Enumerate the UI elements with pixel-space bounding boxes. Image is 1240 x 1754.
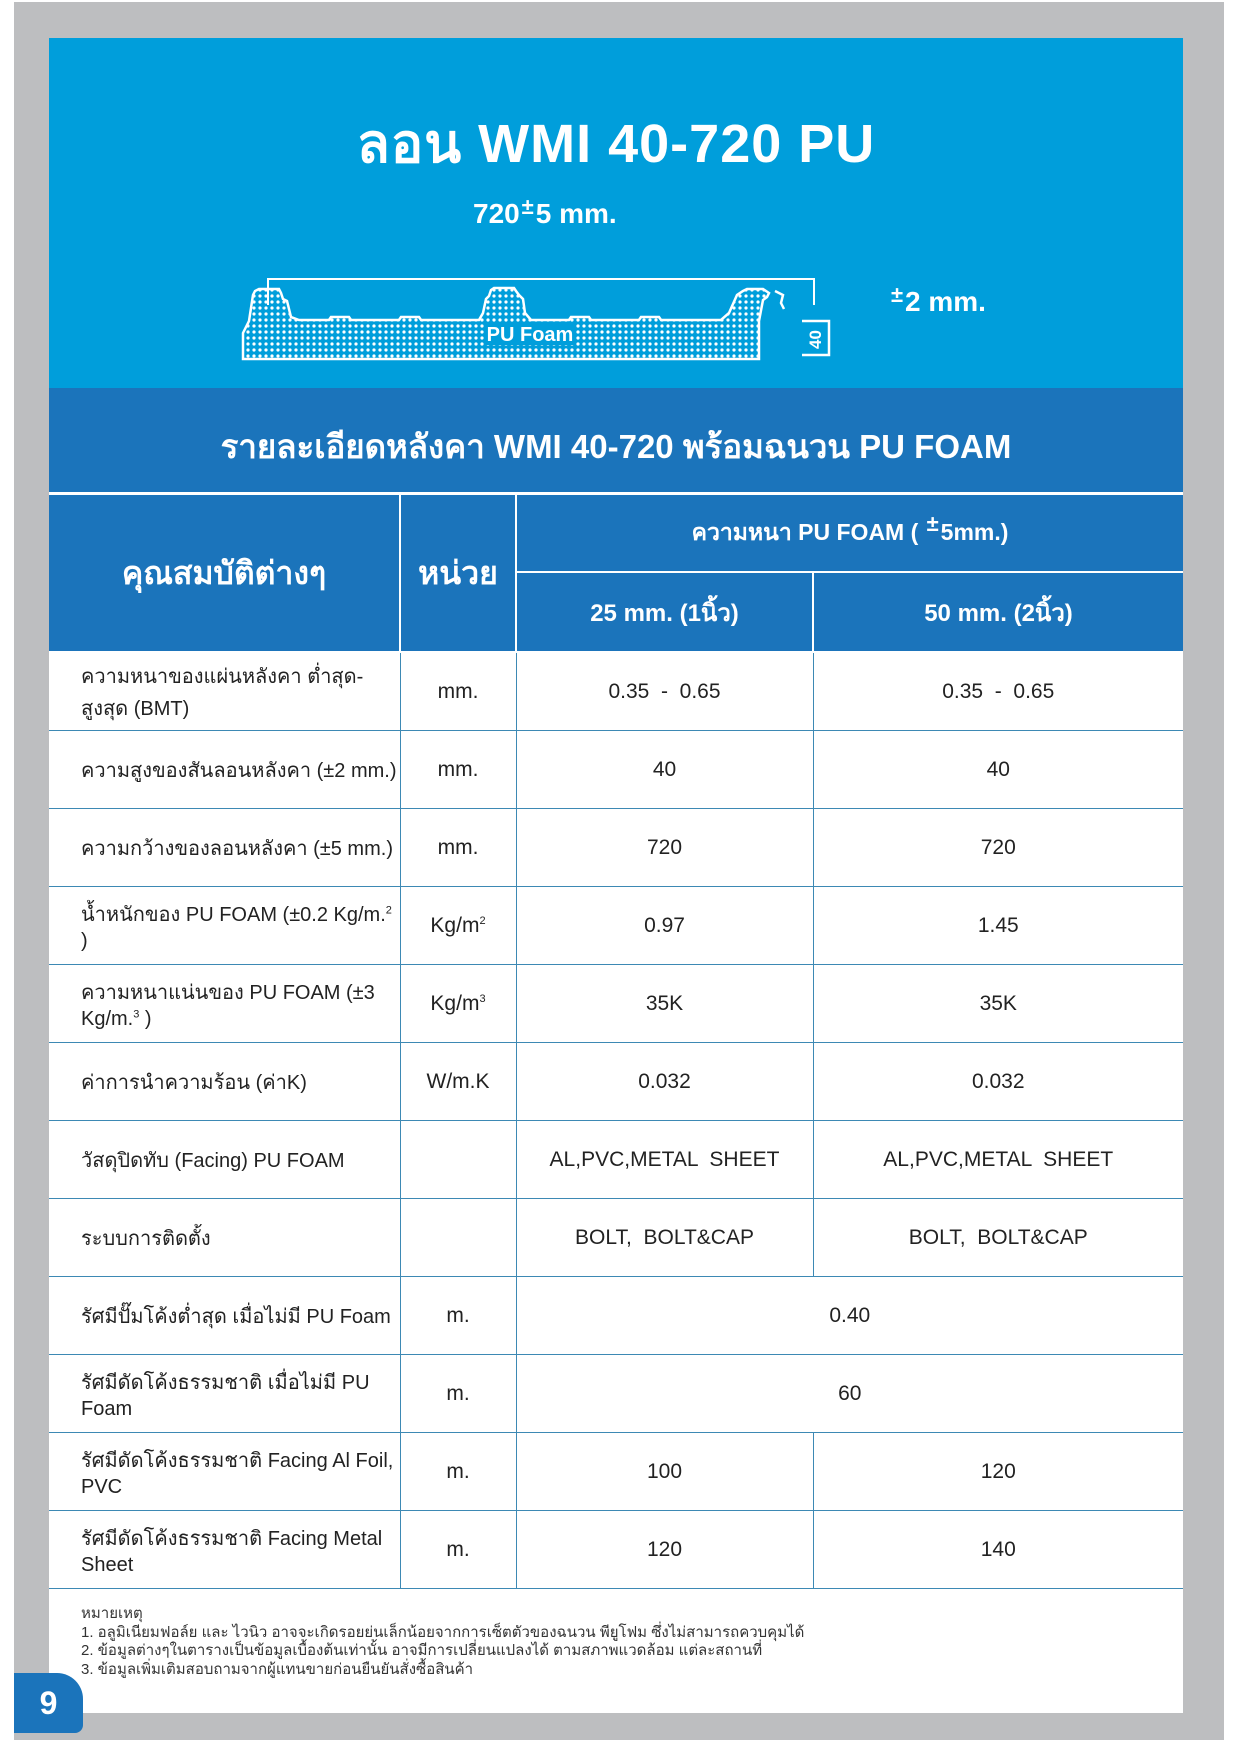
row-property-text: ความหนาแน่นของ PU FOAM (±3 Kg/m. [81, 982, 375, 1030]
foam-label: PU Foam [486, 324, 574, 346]
page-number-tab: 9 [14, 1673, 83, 1733]
row-property: รัศมีดัดโค้งธรรมชาติ Facing Al Foil, PVC [49, 1433, 400, 1511]
row-unit: m. [400, 1511, 516, 1589]
row-property: รัศมีปั๊มโค้งต่ำสุด เมื่อไม่มี PU Foam [49, 1277, 400, 1355]
notes-section [81, 1605, 804, 1679]
header-thickness [516, 494, 1183, 572]
row-value-merged: 60 [516, 1355, 1183, 1433]
row-value-25: BOLT, BOLT&CAP [516, 1199, 813, 1277]
table-row [49, 887, 1183, 965]
table-row [49, 1277, 1183, 1355]
header-50mm: 50 mm. (2นิ้ว) [813, 572, 1183, 652]
width-value: 720 [473, 198, 520, 229]
row-unit: mm. [400, 652, 516, 731]
plus-minus-symbol: ± [926, 511, 939, 536]
row-value-50: AL,PVC,METAL SHEET [813, 1121, 1183, 1199]
row-value-merged: 0.40 [516, 1277, 1183, 1355]
content-panel [49, 38, 1183, 1713]
row-value-50: 720 [813, 809, 1183, 887]
row-property-text: น้ำหนักของ PU FOAM (±0.2 Kg/m. [81, 904, 386, 926]
row-property: รัศมีดัดโค้งธรรมชาติ เมื่อไม่มี PU Foam [49, 1355, 400, 1433]
row-unit-sup: 3 [479, 992, 486, 1005]
row-value-50: 120 [813, 1433, 1183, 1511]
table-row [49, 1121, 1183, 1199]
rib-hook [775, 291, 784, 309]
row-value-25: AL,PVC,METAL SHEET [516, 1121, 813, 1199]
row-unit [400, 887, 516, 965]
row-unit: m. [400, 1433, 516, 1511]
width-dimension-bracket [268, 279, 814, 305]
header-thickness-suffix: 5mm.) [940, 519, 1009, 545]
table-row [49, 965, 1183, 1043]
row-property: ความหนาของแผ่นหลังคา ต่ำสุด-สูงสุด (BMT) [49, 652, 400, 731]
page-title: ลอน WMI 40-720 PU [356, 114, 876, 174]
row-value-25: 120 [516, 1511, 813, 1589]
row-unit: mm. [400, 731, 516, 809]
plus-minus-symbol: ± [521, 194, 534, 219]
row-value-50: 35K [813, 965, 1183, 1043]
section-header-band [49, 388, 1183, 492]
row-value-25: 35K [516, 965, 813, 1043]
row-unit-sup: 2 [479, 914, 486, 927]
roof-profile-diagram [239, 233, 879, 363]
height-tolerance: 2 mm. [905, 286, 986, 317]
row-unit [400, 1121, 516, 1199]
notes-heading: หมายเหตุ [81, 1605, 143, 1622]
note-item: 2. ข้อมูลต่างๆในตารางเป็นข้อมูลเบื้องต้นเท่านั้น อาจมีการเปลี่ยนแปลงได้ ตามสภาพแวดล้อม แต่ละสถานที่ [81, 1642, 763, 1659]
header-25mm: 25 mm. (1นิ้ว) [516, 572, 813, 652]
table-row [49, 1355, 1183, 1433]
row-property-sup: 2 [385, 904, 392, 917]
row-property: ค่าการนำความร้อน (ค่าK) [49, 1043, 400, 1121]
height-dimension-label [889, 282, 986, 318]
table-row [49, 1199, 1183, 1277]
row-value-25: 100 [516, 1433, 813, 1511]
row-property: ความสูงของสันลอนหลังคา (±2 mm.) [49, 731, 400, 809]
row-value-25: 40 [516, 731, 813, 809]
header-thickness-prefix: ความหนา PU FOAM ( [691, 519, 919, 545]
row-unit: m. [400, 1355, 516, 1433]
row-property [49, 887, 400, 965]
row-value-50: 1.45 [813, 887, 1183, 965]
row-value-25: 0.032 [516, 1043, 813, 1121]
row-value-50: 140 [813, 1511, 1183, 1589]
table-row [49, 1043, 1183, 1121]
row-value-50: 0.35 - 0.65 [813, 652, 1183, 731]
row-value-25: 0.35 - 0.65 [516, 652, 813, 731]
row-value-50: BOLT, BOLT&CAP [813, 1199, 1183, 1277]
note-item: 3. ข้อมูลเพิ่มเติมสอบถามจากผู้แทนขายก่อนยืนยันสั่งซื้อสินค้า [81, 1660, 474, 1678]
section-title: รายละเอียดหลังคา WMI 40-720 พร้อมฉนวน PU FOAM [220, 428, 1012, 465]
header-property: คุณสมบัติต่างๆ [49, 494, 400, 652]
row-property: ระบบการติดตั้ง [49, 1199, 400, 1277]
row-unit: mm. [400, 809, 516, 887]
table-row [49, 731, 1183, 809]
row-property: ความกว้างของลอนหลังคา (±5 mm.) [49, 809, 400, 887]
spec-table [49, 493, 1183, 1589]
row-unit-text: Kg/m [430, 913, 480, 937]
row-property: รัศมีดัดโค้งธรรมชาติ Facing Metal Sheet [49, 1511, 400, 1589]
row-value-50: 0.032 [813, 1043, 1183, 1121]
row-unit [400, 965, 516, 1043]
width-dimension-label [473, 194, 617, 230]
table-row [49, 1511, 1183, 1589]
row-property-end: ) [81, 930, 88, 952]
row-value-25: 720 [516, 809, 813, 887]
table-row [49, 1433, 1183, 1511]
row-unit-text: Kg/m [430, 991, 480, 1015]
row-property [49, 965, 400, 1043]
row-property-end: ) [139, 1008, 152, 1030]
note-item: 1. อลูมิเนียมฟอล์ย และ ไวนิว อาจจะเกิดรอยย่นเล็กน้อยจากการเซ็ตตัวของฉนวน พียูโฟม ซึ่งไม่สามารถควบคุมได้ [81, 1623, 805, 1641]
row-value-25: 0.97 [516, 887, 813, 965]
row-property-sup: 3 [133, 1008, 140, 1021]
row-unit [400, 1199, 516, 1277]
row-value-50: 40 [813, 731, 1183, 809]
hero-section [49, 38, 1183, 388]
row-unit: W/m.K [400, 1043, 516, 1121]
table-row [49, 809, 1183, 887]
plus-minus-symbol: ± [890, 282, 904, 307]
table-row [49, 652, 1183, 731]
width-tolerance: 5 mm. [535, 198, 617, 229]
row-property: วัสดุปิดทับ (Facing) PU FOAM [49, 1121, 400, 1199]
row-unit: m. [400, 1277, 516, 1355]
height-box-value: 40 [806, 330, 825, 349]
header-unit: หน่วย [400, 494, 516, 652]
